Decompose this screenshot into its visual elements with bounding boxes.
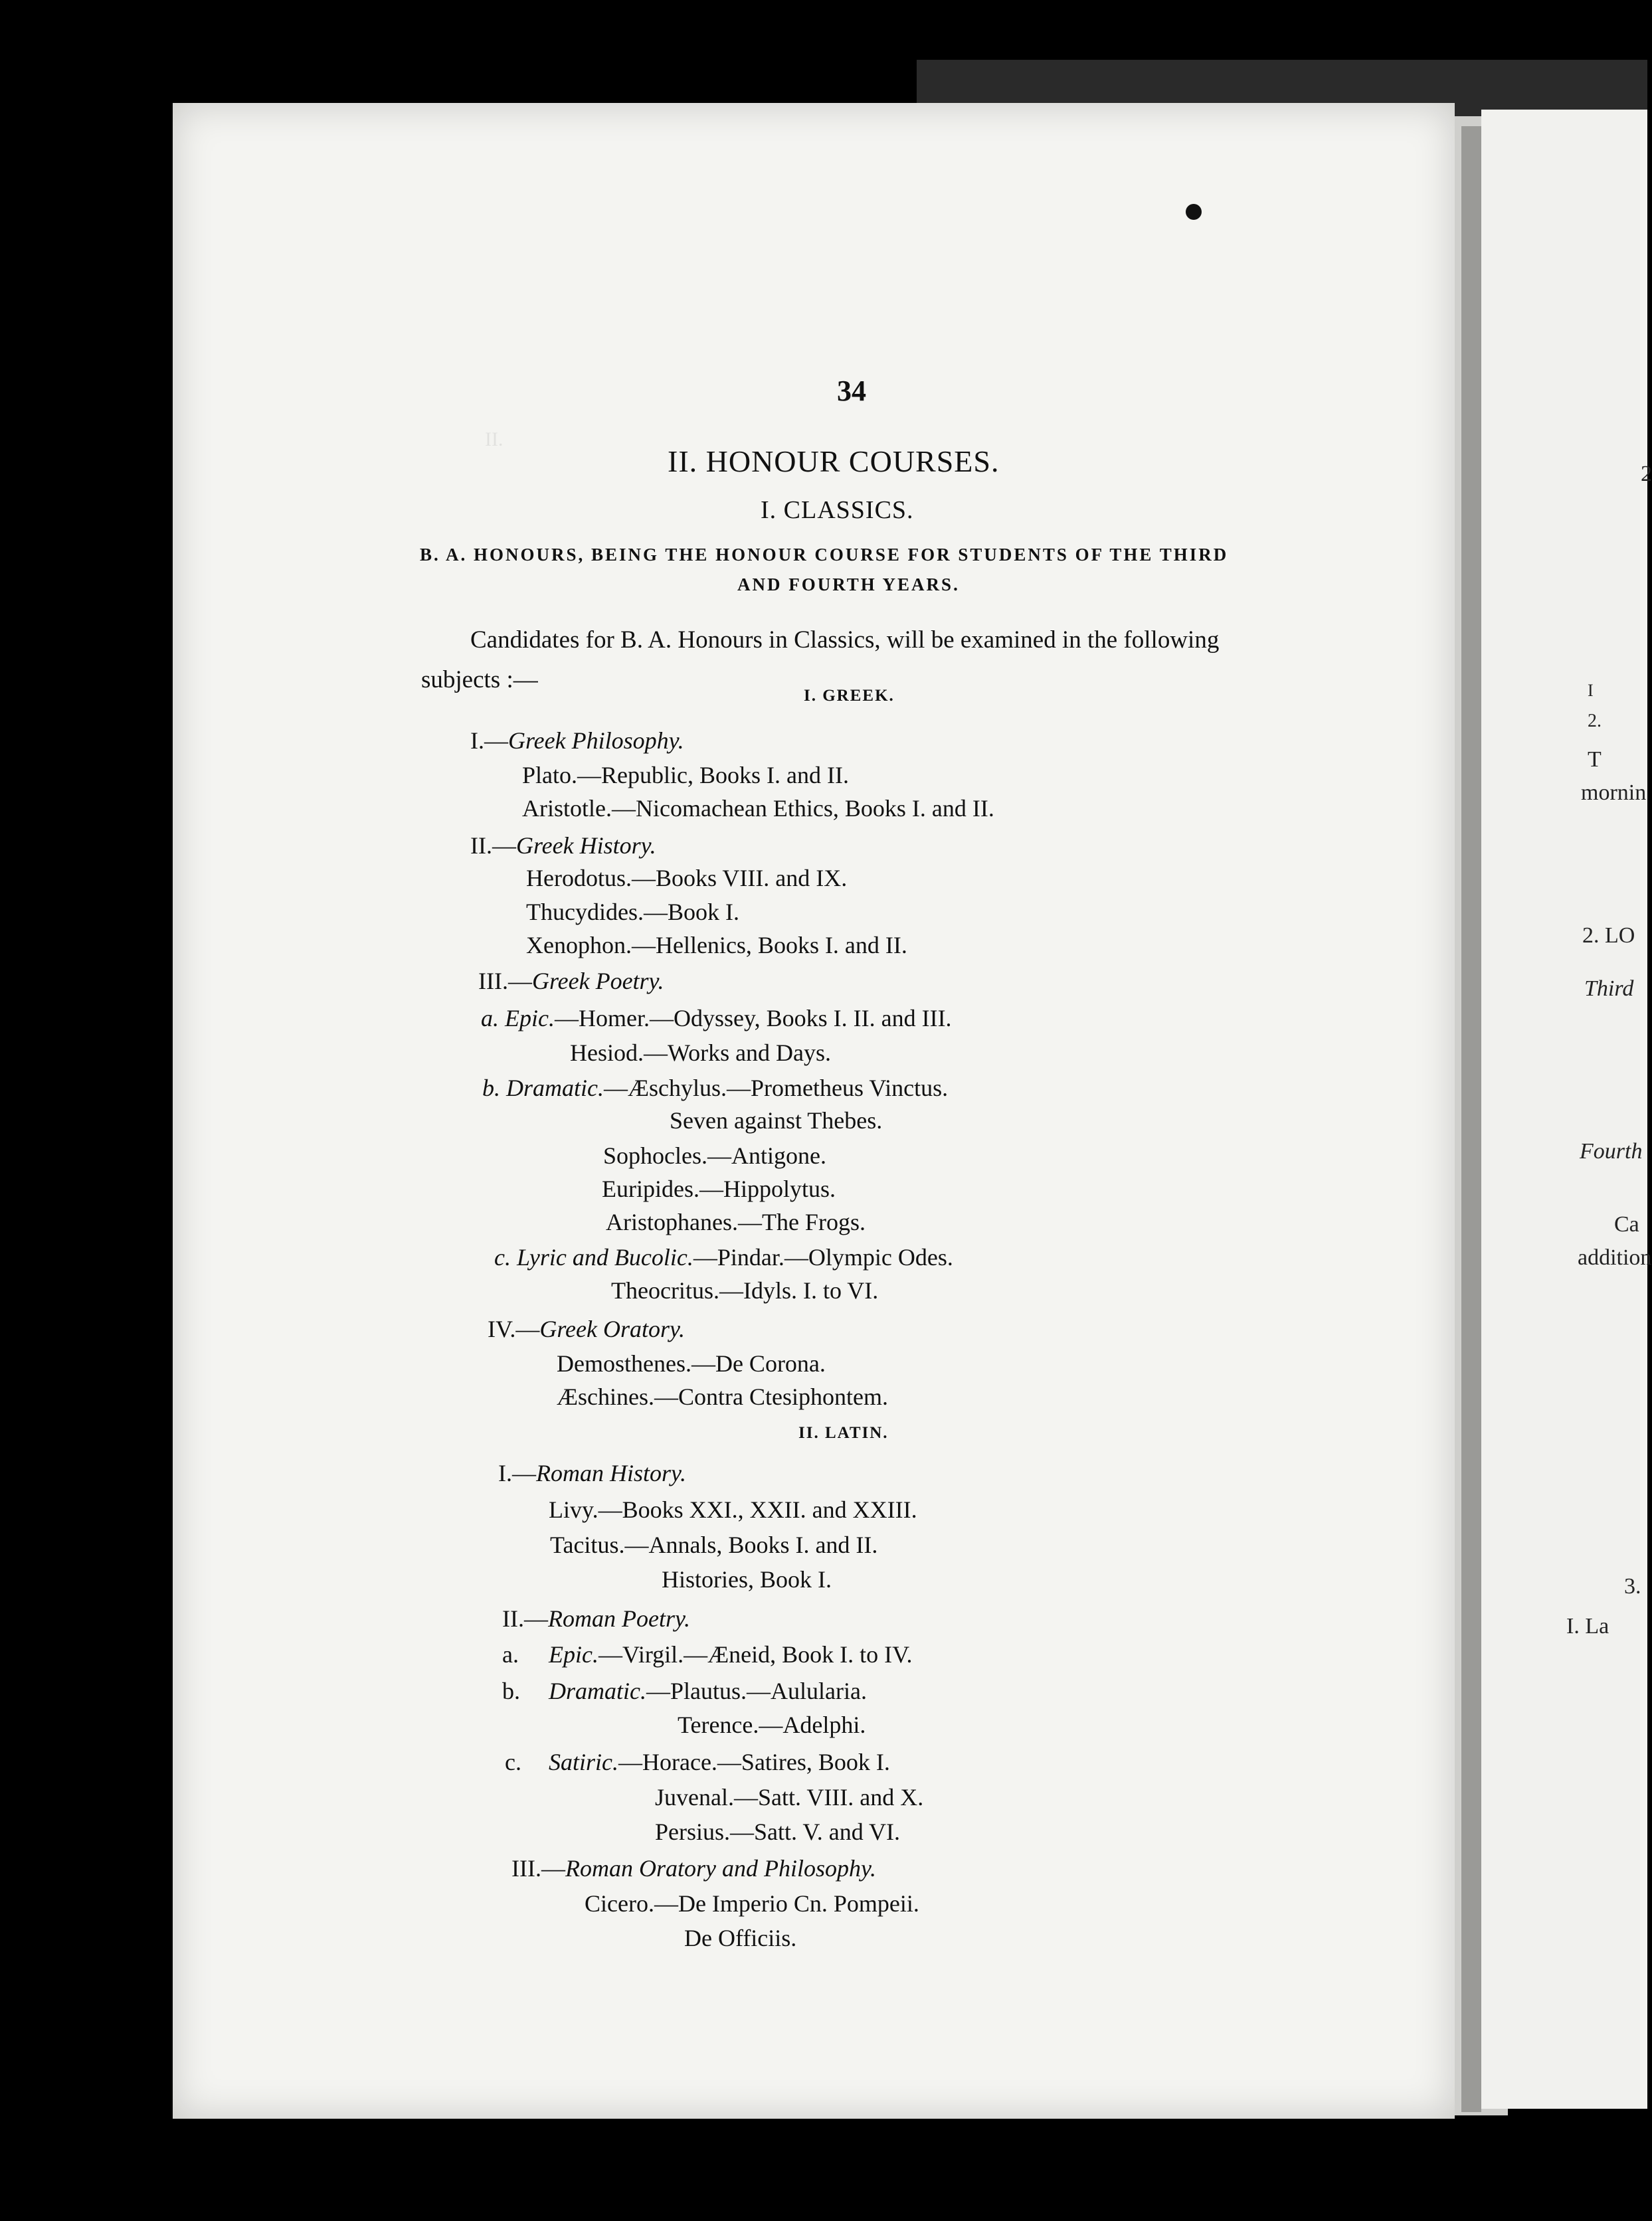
text-entry: c. Lyric and Bucolic.—Pindar.—Olympic Odes. bbox=[494, 1244, 953, 1271]
page-number: 34 bbox=[837, 375, 866, 407]
text-entry: Sophocles.—Antigone. bbox=[603, 1142, 826, 1169]
document-page: II. 34 II. HONOUR COURSES. I. CLASSICS. B. A. HONOURS, BEING THE HONOUR COURSE FOR STUDENTS OF THE THIRD AND FOURTH YEARS. Candidates for B. A. Honours in Classics, will be examined in the following subjects :— I. GREEK. I.—Greek Philosophy. Plato.—Republic, Books I. and II. Aristotle.—Nicomachean Ethics, Books I. and II. II.—Greek History. Herodotus.—Books VIII. and IX. Thucydides.—Book I. Xenophon.—Hellenics, Books I. and II. III.—Greek Poetry. a. Epic.—Homer.—Odyssey, Books I. II. and III. Hesiod.—Works and Days. b. Dramatic.—Æschylus.—Prometheus Vinctus. Seven against Thebes. Sophocles.—Antigone. Euripides.—Hippolytus. Aristophanes.—The Frogs. c. Lyric and Bucolic.—Pindar.—Olympic Odes. Theocritus.—Idyls. I. to VI. IV.—Greek Oratory. Demosthenes.—De Corona. Æschines.—Contra Ctesiphontem. II. LATIN. I.—Roman History. Livy.—Books XXI., XXII. and XXIII. Tacitus.—Annals, Books I. and II. Histories, Book I. II.—Roman Poetry. a. Epic.—Virgil.—Æneid, Book I. to IV. b. Dramatic.—Plautus.—Aulularia. Terence.—Adelphi. c. Satiric.—Horace.—Satires, Book I. Juvenal.—Satt. VIII. and X. Persius.—Satt. V. and VI. III.—Roman Oratory and Philosophy. Cicero.—De Imperio Cn. Pompeii. De Officiis. bbox=[173, 103, 1455, 2119]
text-entry: Plato.—Republic, Books I. and II. bbox=[522, 762, 849, 788]
section-heading: I. CLASSICS. bbox=[761, 496, 914, 524]
adjacent-fragment: 2. LO bbox=[1582, 923, 1635, 948]
text-entry: Tacitus.—Annals, Books I. and II. bbox=[550, 1532, 878, 1558]
text-entry: Histories, Book I. bbox=[662, 1566, 832, 1593]
adjacent-fragment: Fourth bbox=[1580, 1139, 1643, 1164]
course-heading-line: B. A. HONOURS, BEING THE HONOUR COURSE FOR STUDENTS OF THE THIRD bbox=[420, 545, 1229, 565]
greek-history-heading: II.—Greek History. bbox=[470, 832, 656, 859]
adjacent-fragment: addition bbox=[1578, 1245, 1652, 1270]
adjacent-page bbox=[1481, 110, 1652, 2109]
text-entry: Aristotle.—Nicomachean Ethics, Books I. and II. bbox=[522, 795, 994, 822]
greek-philosophy-heading: I.—Greek Philosophy. bbox=[470, 727, 684, 754]
text-entry: Xenophon.—Hellenics, Books I. and II. bbox=[526, 932, 907, 958]
text-entry: Persius.—Satt. V. and VI. bbox=[655, 1819, 901, 1845]
adjacent-fragment: Third bbox=[1584, 976, 1634, 1001]
text-entry: Terence.—Adelphi. bbox=[678, 1712, 866, 1738]
text-entry: Satiric.—Horace.—Satires, Book I. bbox=[549, 1749, 890, 1775]
text-entry: Seven against Thebes. bbox=[670, 1107, 883, 1134]
roman-poetry-heading: II.—Roman Poetry. bbox=[502, 1605, 690, 1632]
adjacent-fragment: 2. bbox=[1588, 711, 1602, 731]
text-entry: Hesiod.—Works and Days. bbox=[570, 1039, 832, 1066]
adjacent-fragment: T bbox=[1588, 747, 1602, 772]
text-entry: c. bbox=[505, 1749, 521, 1775]
adjacent-fragment: mornin bbox=[1581, 780, 1647, 805]
course-heading-line: AND FOURTH YEARS. bbox=[737, 575, 960, 594]
text-entry: Æschines.—Contra Ctesiphontem. bbox=[557, 1383, 888, 1410]
roman-oratory-heading: III.—Roman Oratory and Philosophy. bbox=[511, 1855, 876, 1882]
adjacent-fragment: I bbox=[1588, 681, 1594, 700]
page-gutter bbox=[1461, 126, 1481, 2112]
adjacent-fragment: 2 bbox=[1641, 462, 1652, 486]
text-entry: Epic.—Virgil.—Æneid, Book I. to IV. bbox=[549, 1641, 913, 1668]
roman-history-heading: I.—Roman History. bbox=[498, 1460, 687, 1486]
greek-poetry-heading: III.—Greek Poetry. bbox=[478, 968, 664, 994]
page-title: II. HONOUR COURSES. bbox=[668, 444, 1000, 478]
adjacent-fragment: 3. bbox=[1624, 1574, 1641, 1599]
text-entry: Livy.—Books XXI., XXII. and XXIII. bbox=[549, 1496, 917, 1523]
greek-oratory-heading: IV.—Greek Oratory. bbox=[488, 1316, 685, 1342]
text-entry: Demosthenes.—De Corona. bbox=[557, 1350, 826, 1377]
text-entry: a. bbox=[502, 1641, 519, 1668]
text-entry: Theocritus.—Idyls. I. to VI. bbox=[611, 1277, 879, 1304]
intro-text: subjects :— bbox=[421, 666, 538, 693]
text-entry: Juvenal.—Satt. VIII. and X. bbox=[655, 1784, 924, 1811]
text-entry: Thucydides.—Book I. bbox=[526, 899, 739, 925]
greek-heading: I. GREEK. bbox=[804, 687, 895, 705]
text-entry: De Officiis. bbox=[684, 1925, 797, 1951]
text-entry: b. bbox=[502, 1678, 520, 1704]
adjacent-fragment: I. La bbox=[1566, 1614, 1609, 1639]
intro-text: Candidates for B. A. Honours in Classics, will be examined in the following bbox=[470, 626, 1220, 654]
text-entry: Cicero.—De Imperio Cn. Pompeii. bbox=[585, 1890, 919, 1917]
page-text bbox=[173, 103, 1455, 2119]
text-entry: a. Epic.—Homer.—Odyssey, Books I. II. and III. bbox=[481, 1005, 952, 1031]
latin-heading: II. LATIN. bbox=[798, 1424, 889, 1442]
text-entry: b. Dramatic.—Æschylus.—Prometheus Vinctus. bbox=[482, 1075, 949, 1101]
adjacent-fragment: Ca bbox=[1614, 1212, 1639, 1237]
text-entry: Aristophanes.—The Frogs. bbox=[606, 1209, 866, 1235]
text-entry: Herodotus.—Books VIII. and IX. bbox=[526, 865, 848, 891]
text-entry: Dramatic.—Plautus.—Aulularia. bbox=[549, 1678, 867, 1704]
text-entry: Euripides.—Hippolytus. bbox=[602, 1176, 836, 1202]
